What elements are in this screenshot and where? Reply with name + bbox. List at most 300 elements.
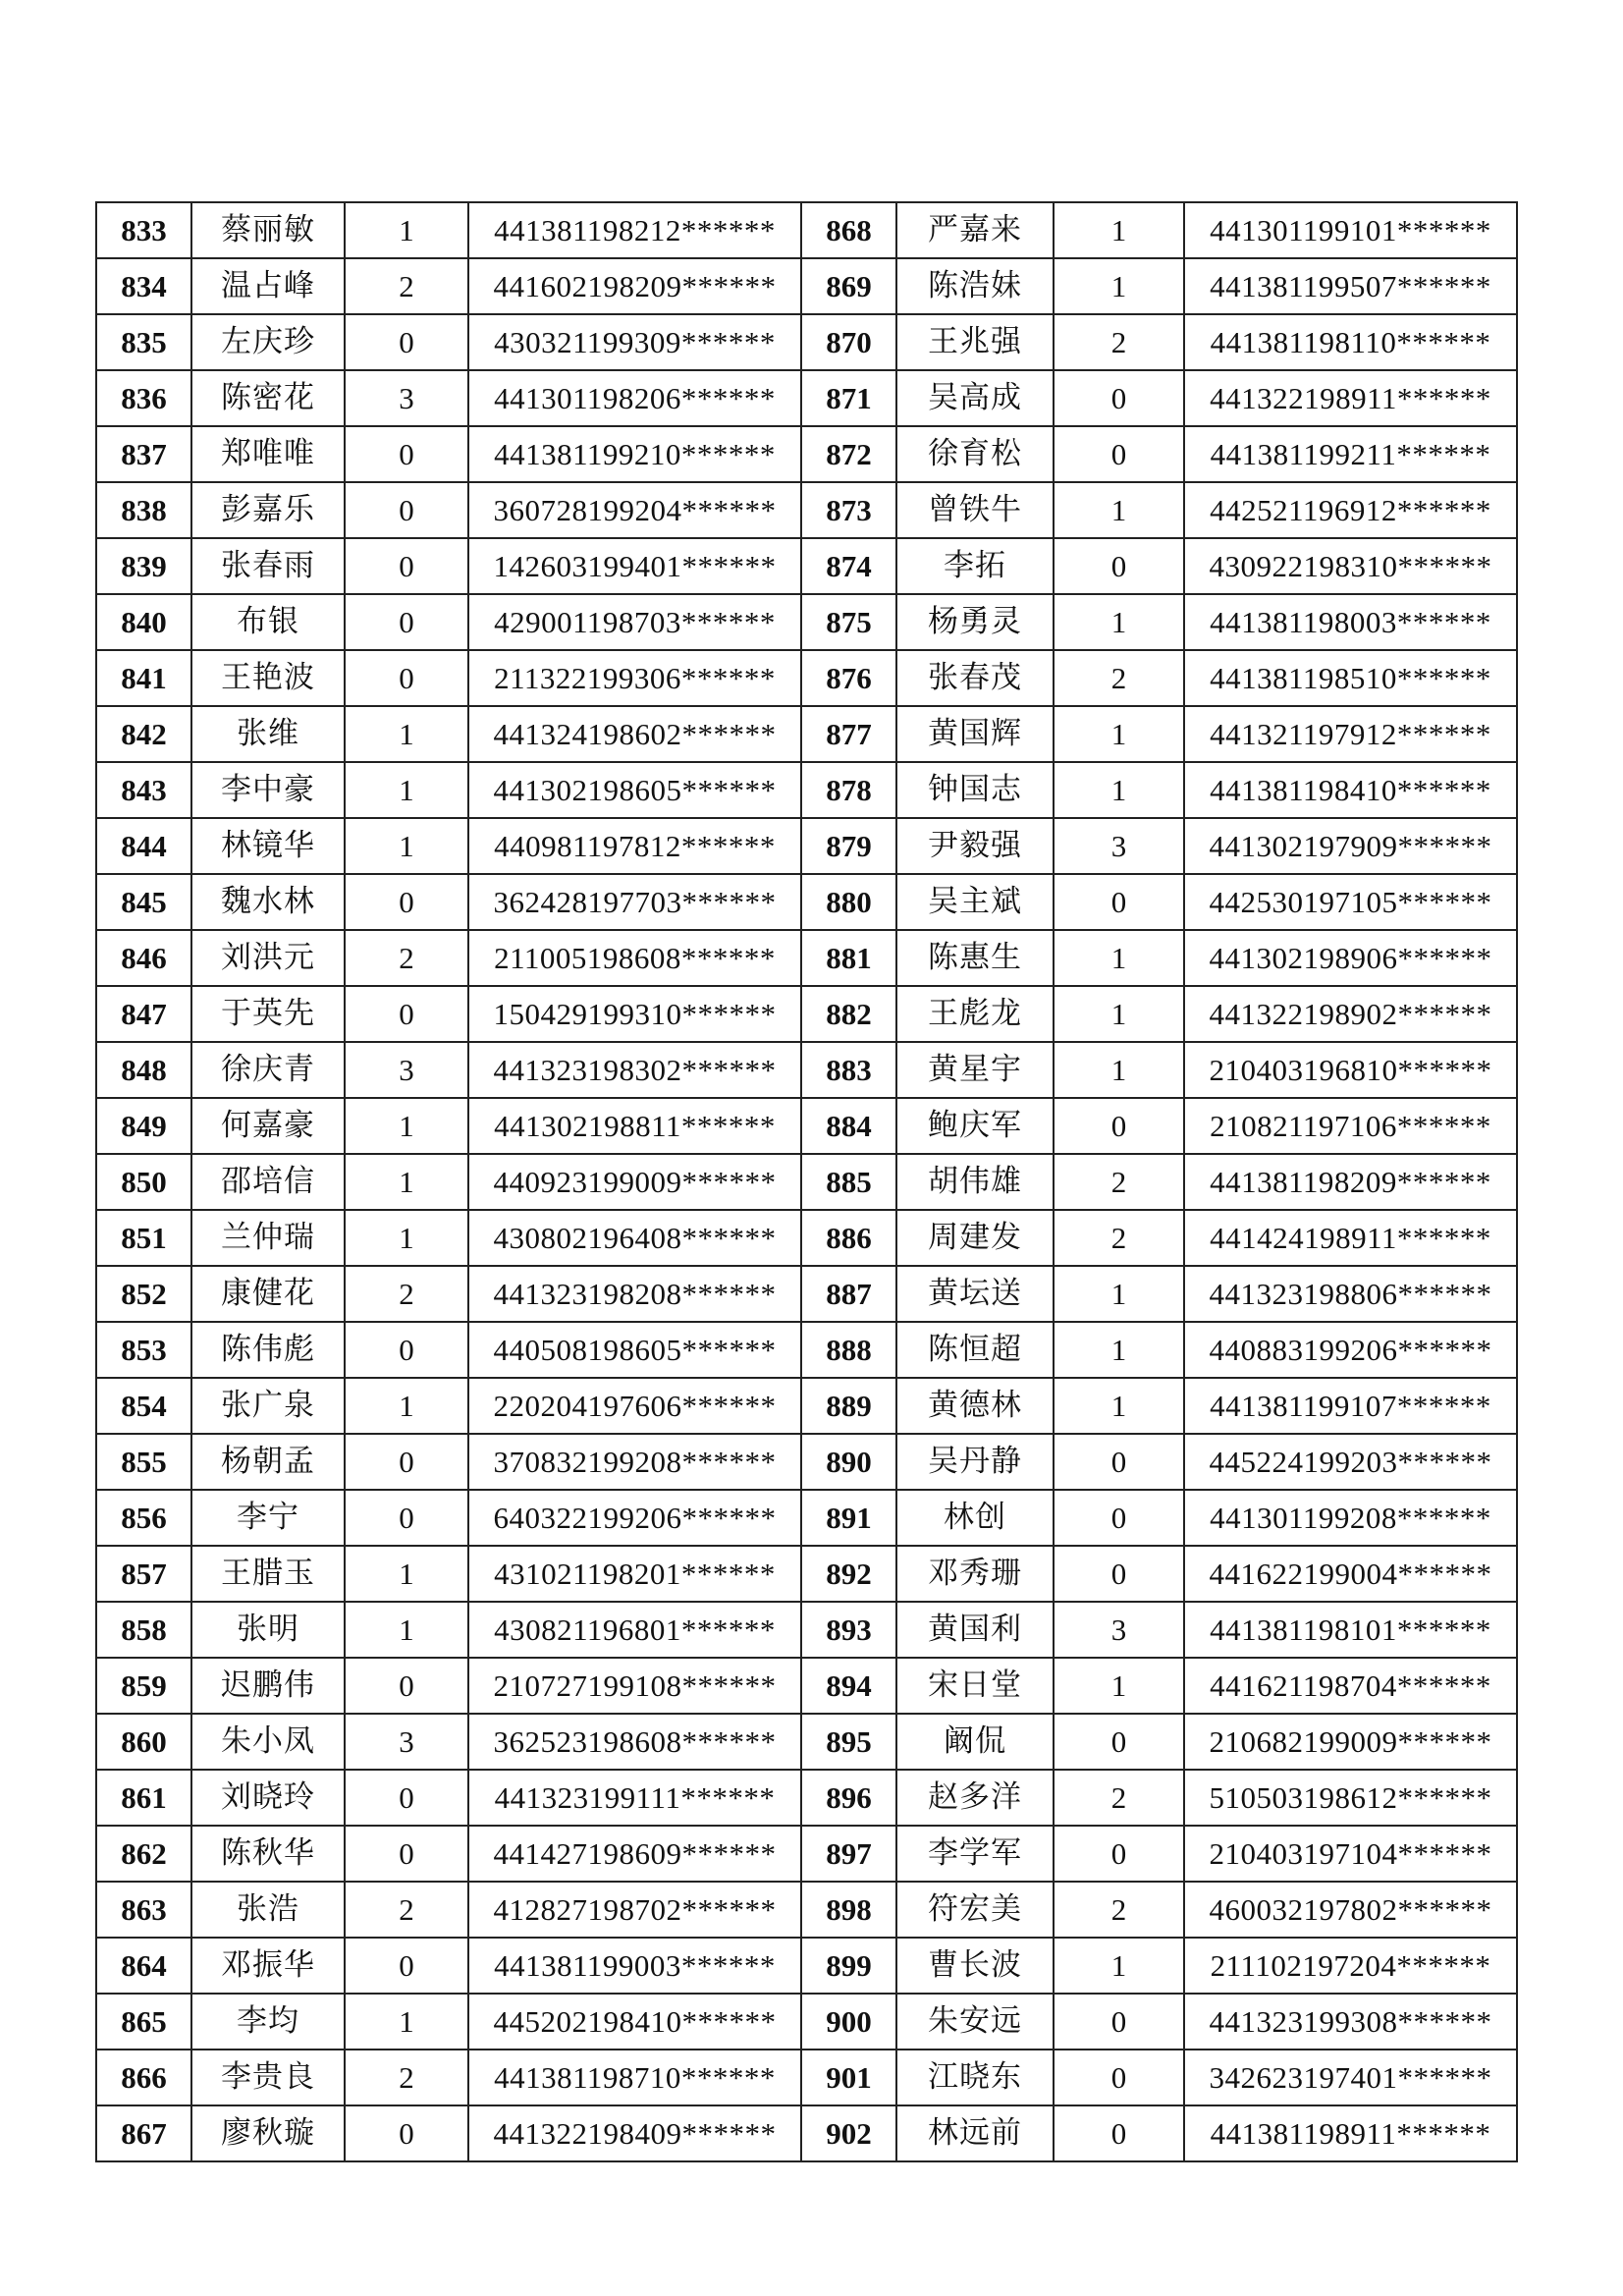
id-number-cell: 430922198310******	[1184, 538, 1517, 594]
serial-number-cell: 835	[96, 314, 191, 370]
table-row	[96, 1434, 1517, 1490]
name-cell: 张春茂	[896, 650, 1054, 706]
table-row	[96, 706, 1517, 762]
name-cell: 邓振华	[191, 1938, 345, 1994]
id-number-cell: 211322199306******	[468, 650, 801, 706]
count-cell: 1	[345, 1994, 468, 2050]
count-cell: 1	[1054, 706, 1184, 762]
table-row	[96, 762, 1517, 818]
name-cell: 张明	[191, 1602, 345, 1658]
count-cell: 3	[345, 1042, 468, 1098]
count-cell: 0	[345, 1490, 468, 1546]
count-cell: 0	[345, 1826, 468, 1882]
name-cell: 王艳波	[191, 650, 345, 706]
name-cell: 朱安远	[896, 1994, 1054, 2050]
id-number-cell: 211102197204******	[1184, 1938, 1517, 1994]
table-row	[96, 258, 1517, 314]
table-row	[96, 1882, 1517, 1938]
table-row	[96, 1154, 1517, 1210]
count-cell: 1	[1054, 986, 1184, 1042]
count-cell: 0	[1054, 1434, 1184, 1490]
serial-number-cell: 892	[801, 1546, 896, 1602]
name-cell: 陈惠生	[896, 930, 1054, 986]
count-cell: 0	[1054, 426, 1184, 482]
id-number-cell: 440508198605******	[468, 1322, 801, 1378]
serial-number-cell: 893	[801, 1602, 896, 1658]
count-cell: 0	[1054, 2050, 1184, 2105]
name-cell: 黄国辉	[896, 706, 1054, 762]
count-cell: 0	[1054, 538, 1184, 594]
serial-number-cell: 874	[801, 538, 896, 594]
name-cell: 何嘉豪	[191, 1098, 345, 1154]
serial-number-cell: 901	[801, 2050, 896, 2105]
name-cell: 张春雨	[191, 538, 345, 594]
serial-number-cell: 866	[96, 2050, 191, 2105]
id-number-cell: 441323198302******	[468, 1042, 801, 1098]
roster-body	[96, 202, 1517, 2161]
count-cell: 1	[345, 1098, 468, 1154]
table-row	[96, 1098, 1517, 1154]
serial-number-cell: 862	[96, 1826, 191, 1882]
count-cell: 0	[345, 1938, 468, 1994]
count-cell: 1	[1054, 1266, 1184, 1322]
id-number-cell: 429001198703******	[468, 594, 801, 650]
name-cell: 徐庆青	[191, 1042, 345, 1098]
id-number-cell: 441381198510******	[1184, 650, 1517, 706]
name-cell: 张维	[191, 706, 345, 762]
name-cell: 曾铁牛	[896, 482, 1054, 538]
id-number-cell: 441323198208******	[468, 1266, 801, 1322]
serial-number-cell: 902	[801, 2105, 896, 2161]
serial-number-cell: 837	[96, 426, 191, 482]
count-cell: 0	[1054, 874, 1184, 930]
id-number-cell: 441424198911******	[1184, 1210, 1517, 1266]
name-cell: 赵多洋	[896, 1770, 1054, 1826]
id-number-cell: 441322198409******	[468, 2105, 801, 2161]
serial-number-cell: 853	[96, 1322, 191, 1378]
count-cell: 0	[345, 650, 468, 706]
id-number-cell: 430821196801******	[468, 1602, 801, 1658]
id-number-cell: 441381198212******	[468, 202, 801, 258]
count-cell: 0	[1054, 2105, 1184, 2161]
name-cell: 李学军	[896, 1826, 1054, 1882]
name-cell: 鲍庆军	[896, 1098, 1054, 1154]
name-cell: 黄国利	[896, 1602, 1054, 1658]
count-cell: 2	[345, 258, 468, 314]
name-cell: 周建发	[896, 1210, 1054, 1266]
table-row	[96, 1658, 1517, 1714]
table-row	[96, 874, 1517, 930]
name-cell: 廖秋璇	[191, 2105, 345, 2161]
name-cell: 温占峰	[191, 258, 345, 314]
table-row	[96, 1770, 1517, 1826]
serial-number-cell: 851	[96, 1210, 191, 1266]
name-cell: 王腊玉	[191, 1546, 345, 1602]
serial-number-cell: 859	[96, 1658, 191, 1714]
count-cell: 0	[345, 1658, 468, 1714]
name-cell: 黄坛送	[896, 1266, 1054, 1322]
id-number-cell: 342623197401******	[1184, 2050, 1517, 2105]
serial-number-cell: 900	[801, 1994, 896, 2050]
serial-number-cell: 883	[801, 1042, 896, 1098]
count-cell: 1	[345, 1210, 468, 1266]
table-row	[96, 986, 1517, 1042]
count-cell: 0	[345, 538, 468, 594]
serial-number-cell: 899	[801, 1938, 896, 1994]
name-cell: 钟国志	[896, 762, 1054, 818]
count-cell: 0	[345, 2105, 468, 2161]
id-number-cell: 210727199108******	[468, 1658, 801, 1714]
table-row	[96, 1546, 1517, 1602]
id-number-cell: 441622199004******	[1184, 1546, 1517, 1602]
count-cell: 1	[345, 1546, 468, 1602]
id-number-cell: 441323199111******	[468, 1770, 801, 1826]
id-number-cell: 441322198902******	[1184, 986, 1517, 1042]
serial-number-cell: 870	[801, 314, 896, 370]
count-cell: 1	[1054, 1938, 1184, 1994]
name-cell: 江晓东	[896, 2050, 1054, 2105]
serial-number-cell: 863	[96, 1882, 191, 1938]
id-number-cell: 441381198911******	[1184, 2105, 1517, 2161]
serial-number-cell: 855	[96, 1434, 191, 1490]
id-number-cell: 430802196408******	[468, 1210, 801, 1266]
count-cell: 3	[1054, 818, 1184, 874]
name-cell: 张广泉	[191, 1378, 345, 1434]
name-cell: 林镜华	[191, 818, 345, 874]
count-cell: 1	[345, 818, 468, 874]
serial-number-cell: 841	[96, 650, 191, 706]
table-row	[96, 426, 1517, 482]
serial-number-cell: 849	[96, 1098, 191, 1154]
count-cell: 2	[345, 1266, 468, 1322]
name-cell: 黄德林	[896, 1378, 1054, 1434]
table-row	[96, 370, 1517, 426]
name-cell: 陈恒超	[896, 1322, 1054, 1378]
name-cell: 李宁	[191, 1490, 345, 1546]
serial-number-cell: 840	[96, 594, 191, 650]
serial-number-cell: 889	[801, 1378, 896, 1434]
serial-number-cell: 846	[96, 930, 191, 986]
count-cell: 1	[345, 762, 468, 818]
count-cell: 0	[1054, 1098, 1184, 1154]
serial-number-cell: 843	[96, 762, 191, 818]
id-number-cell: 441621198704******	[1184, 1658, 1517, 1714]
id-number-cell: 412827198702******	[468, 1882, 801, 1938]
count-cell: 2	[1054, 314, 1184, 370]
count-cell: 1	[1054, 258, 1184, 314]
name-cell: 张浩	[191, 1882, 345, 1938]
serial-number-cell: 884	[801, 1098, 896, 1154]
table-row	[96, 1210, 1517, 1266]
name-cell: 李均	[191, 1994, 345, 2050]
name-cell: 蔡丽敏	[191, 202, 345, 258]
count-cell: 2	[1054, 650, 1184, 706]
count-cell: 0	[345, 1770, 468, 1826]
serial-number-cell: 879	[801, 818, 896, 874]
count-cell: 2	[1054, 1882, 1184, 1938]
count-cell: 0	[345, 594, 468, 650]
count-cell: 0	[345, 314, 468, 370]
name-cell: 邵培信	[191, 1154, 345, 1210]
count-cell: 1	[345, 706, 468, 762]
id-number-cell: 150429199310******	[468, 986, 801, 1042]
id-number-cell: 445202198410******	[468, 1994, 801, 2050]
serial-number-cell: 891	[801, 1490, 896, 1546]
serial-number-cell: 881	[801, 930, 896, 986]
serial-number-cell: 880	[801, 874, 896, 930]
name-cell: 曹长波	[896, 1938, 1054, 1994]
table-row	[96, 1042, 1517, 1098]
count-cell: 3	[345, 370, 468, 426]
table-row	[96, 538, 1517, 594]
serial-number-cell: 890	[801, 1434, 896, 1490]
name-cell: 李贵良	[191, 2050, 345, 2105]
name-cell: 吴丹静	[896, 1434, 1054, 1490]
serial-number-cell: 894	[801, 1658, 896, 1714]
table-row	[96, 1378, 1517, 1434]
serial-number-cell: 864	[96, 1938, 191, 1994]
name-cell: 彭嘉乐	[191, 482, 345, 538]
id-number-cell: 362523198608******	[468, 1714, 801, 1770]
id-number-cell: 210403196810******	[1184, 1042, 1517, 1098]
serial-number-cell: 869	[801, 258, 896, 314]
table-row	[96, 202, 1517, 258]
count-cell: 0	[345, 426, 468, 482]
id-number-cell: 460032197802******	[1184, 1882, 1517, 1938]
serial-number-cell: 885	[801, 1154, 896, 1210]
count-cell: 1	[1054, 1378, 1184, 1434]
count-cell: 2	[1054, 1770, 1184, 1826]
name-cell: 兰仲瑞	[191, 1210, 345, 1266]
serial-number-cell: 898	[801, 1882, 896, 1938]
serial-number-cell: 886	[801, 1210, 896, 1266]
count-cell: 2	[345, 930, 468, 986]
count-cell: 3	[1054, 1602, 1184, 1658]
serial-number-cell: 848	[96, 1042, 191, 1098]
name-cell: 林远前	[896, 2105, 1054, 2161]
serial-number-cell: 850	[96, 1154, 191, 1210]
count-cell: 2	[1054, 1210, 1184, 1266]
id-number-cell: 441381199003******	[468, 1938, 801, 1994]
serial-number-cell: 887	[801, 1266, 896, 1322]
id-number-cell: 442521196912******	[1184, 482, 1517, 538]
name-cell: 杨朝孟	[191, 1434, 345, 1490]
id-number-cell: 440981197812******	[468, 818, 801, 874]
serial-number-cell: 871	[801, 370, 896, 426]
id-number-cell: 442530197105******	[1184, 874, 1517, 930]
id-number-cell: 441301199101******	[1184, 202, 1517, 258]
table-row	[96, 1322, 1517, 1378]
table-row	[96, 594, 1517, 650]
id-number-cell: 210403197104******	[1184, 1826, 1517, 1882]
serial-number-cell: 882	[801, 986, 896, 1042]
id-number-cell: 220204197606******	[468, 1378, 801, 1434]
serial-number-cell: 896	[801, 1770, 896, 1826]
serial-number-cell: 836	[96, 370, 191, 426]
table-row	[96, 818, 1517, 874]
name-cell: 阚侃	[896, 1714, 1054, 1770]
name-cell: 李中豪	[191, 762, 345, 818]
serial-number-cell: 834	[96, 258, 191, 314]
id-number-cell: 441427198609******	[468, 1826, 801, 1882]
count-cell: 1	[1054, 762, 1184, 818]
count-cell: 1	[1054, 1322, 1184, 1378]
id-number-cell: 441381198710******	[468, 2050, 801, 2105]
serial-number-cell: 858	[96, 1602, 191, 1658]
count-cell: 0	[345, 482, 468, 538]
table-row	[96, 1938, 1517, 1994]
id-number-cell: 441321197912******	[1184, 706, 1517, 762]
serial-number-cell: 854	[96, 1378, 191, 1434]
count-cell: 3	[345, 1714, 468, 1770]
id-number-cell: 441381198003******	[1184, 594, 1517, 650]
table-row	[96, 650, 1517, 706]
name-cell: 左庆珍	[191, 314, 345, 370]
count-cell: 0	[345, 1434, 468, 1490]
id-number-cell: 370832199208******	[468, 1434, 801, 1490]
count-cell: 1	[1054, 594, 1184, 650]
name-cell: 吴主斌	[896, 874, 1054, 930]
name-cell: 王兆强	[896, 314, 1054, 370]
serial-number-cell: 857	[96, 1546, 191, 1602]
serial-number-cell: 838	[96, 482, 191, 538]
name-cell: 康健花	[191, 1266, 345, 1322]
name-cell: 陈秋华	[191, 1826, 345, 1882]
id-number-cell: 441324198602******	[468, 706, 801, 762]
name-cell: 布银	[191, 594, 345, 650]
count-cell: 2	[1054, 1154, 1184, 1210]
name-cell: 尹毅强	[896, 818, 1054, 874]
id-number-cell: 445224199203******	[1184, 1434, 1517, 1490]
roster-table	[95, 201, 1518, 2162]
serial-number-cell: 845	[96, 874, 191, 930]
id-number-cell: 362428197703******	[468, 874, 801, 930]
id-number-cell: 441323199308******	[1184, 1994, 1517, 2050]
count-cell: 1	[1054, 930, 1184, 986]
serial-number-cell: 897	[801, 1826, 896, 1882]
table-row	[96, 1826, 1517, 1882]
serial-number-cell: 888	[801, 1322, 896, 1378]
id-number-cell: 441602198209******	[468, 258, 801, 314]
id-number-cell: 210821197106******	[1184, 1098, 1517, 1154]
id-number-cell: 441302198605******	[468, 762, 801, 818]
serial-number-cell: 861	[96, 1770, 191, 1826]
id-number-cell: 210682199009******	[1184, 1714, 1517, 1770]
name-cell: 杨勇灵	[896, 594, 1054, 650]
name-cell: 林创	[896, 1490, 1054, 1546]
name-cell: 李拓	[896, 538, 1054, 594]
table-row	[96, 482, 1517, 538]
name-cell: 严嘉来	[896, 202, 1054, 258]
serial-number-cell: 875	[801, 594, 896, 650]
serial-number-cell: 877	[801, 706, 896, 762]
id-number-cell: 441381198410******	[1184, 762, 1517, 818]
table-row	[96, 2050, 1517, 2105]
serial-number-cell: 839	[96, 538, 191, 594]
serial-number-cell: 865	[96, 1994, 191, 2050]
count-cell: 0	[1054, 1826, 1184, 1882]
name-cell: 刘洪元	[191, 930, 345, 986]
id-number-cell: 431021198201******	[468, 1546, 801, 1602]
serial-number-cell: 876	[801, 650, 896, 706]
serial-number-cell: 852	[96, 1266, 191, 1322]
serial-number-cell: 833	[96, 202, 191, 258]
table-row	[96, 1602, 1517, 1658]
id-number-cell: 640322199206******	[468, 1490, 801, 1546]
count-cell: 0	[1054, 1994, 1184, 2050]
id-number-cell: 441381199107******	[1184, 1378, 1517, 1434]
count-cell: 2	[345, 1882, 468, 1938]
id-number-cell: 441301198206******	[468, 370, 801, 426]
name-cell: 符宏美	[896, 1882, 1054, 1938]
id-number-cell: 441323198806******	[1184, 1266, 1517, 1322]
id-number-cell: 142603199401******	[468, 538, 801, 594]
count-cell: 0	[345, 1322, 468, 1378]
table-row	[96, 1714, 1517, 1770]
count-cell: 0	[1054, 1490, 1184, 1546]
id-number-cell: 441302198811******	[468, 1098, 801, 1154]
id-number-cell: 510503198612******	[1184, 1770, 1517, 1826]
count-cell: 1	[1054, 1042, 1184, 1098]
table-row	[96, 314, 1517, 370]
table-row	[96, 1490, 1517, 1546]
table-row	[96, 1266, 1517, 1322]
name-cell: 吴高成	[896, 370, 1054, 426]
serial-number-cell: 856	[96, 1490, 191, 1546]
count-cell: 1	[345, 1378, 468, 1434]
table-row	[96, 1994, 1517, 2050]
name-cell: 胡伟雄	[896, 1154, 1054, 1210]
name-cell: 迟鹏伟	[191, 1658, 345, 1714]
serial-number-cell: 847	[96, 986, 191, 1042]
name-cell: 宋日堂	[896, 1658, 1054, 1714]
count-cell: 1	[345, 1154, 468, 1210]
serial-number-cell: 868	[801, 202, 896, 258]
name-cell: 魏水林	[191, 874, 345, 930]
count-cell: 2	[345, 2050, 468, 2105]
count-cell: 1	[1054, 482, 1184, 538]
id-number-cell: 430321199309******	[468, 314, 801, 370]
count-cell: 1	[345, 202, 468, 258]
id-number-cell: 441302198906******	[1184, 930, 1517, 986]
id-number-cell: 441302197909******	[1184, 818, 1517, 874]
count-cell: 0	[345, 986, 468, 1042]
name-cell: 刘晓玲	[191, 1770, 345, 1826]
name-cell: 邓秀珊	[896, 1546, 1054, 1602]
id-number-cell: 441381199507******	[1184, 258, 1517, 314]
table-row	[96, 2105, 1517, 2161]
id-number-cell: 441381199211******	[1184, 426, 1517, 482]
count-cell: 0	[1054, 1546, 1184, 1602]
id-number-cell: 441381198110******	[1184, 314, 1517, 370]
serial-number-cell: 895	[801, 1714, 896, 1770]
serial-number-cell: 878	[801, 762, 896, 818]
id-number-cell: 441381198101******	[1184, 1602, 1517, 1658]
count-cell: 1	[345, 1602, 468, 1658]
serial-number-cell: 842	[96, 706, 191, 762]
serial-number-cell: 872	[801, 426, 896, 482]
id-number-cell: 360728199204******	[468, 482, 801, 538]
name-cell: 王彪龙	[896, 986, 1054, 1042]
table-row	[96, 930, 1517, 986]
serial-number-cell: 867	[96, 2105, 191, 2161]
name-cell: 陈伟彪	[191, 1322, 345, 1378]
name-cell: 郑唯唯	[191, 426, 345, 482]
id-number-cell: 440923199009******	[468, 1154, 801, 1210]
serial-number-cell: 860	[96, 1714, 191, 1770]
id-number-cell: 441381198209******	[1184, 1154, 1517, 1210]
name-cell: 陈浩妹	[896, 258, 1054, 314]
